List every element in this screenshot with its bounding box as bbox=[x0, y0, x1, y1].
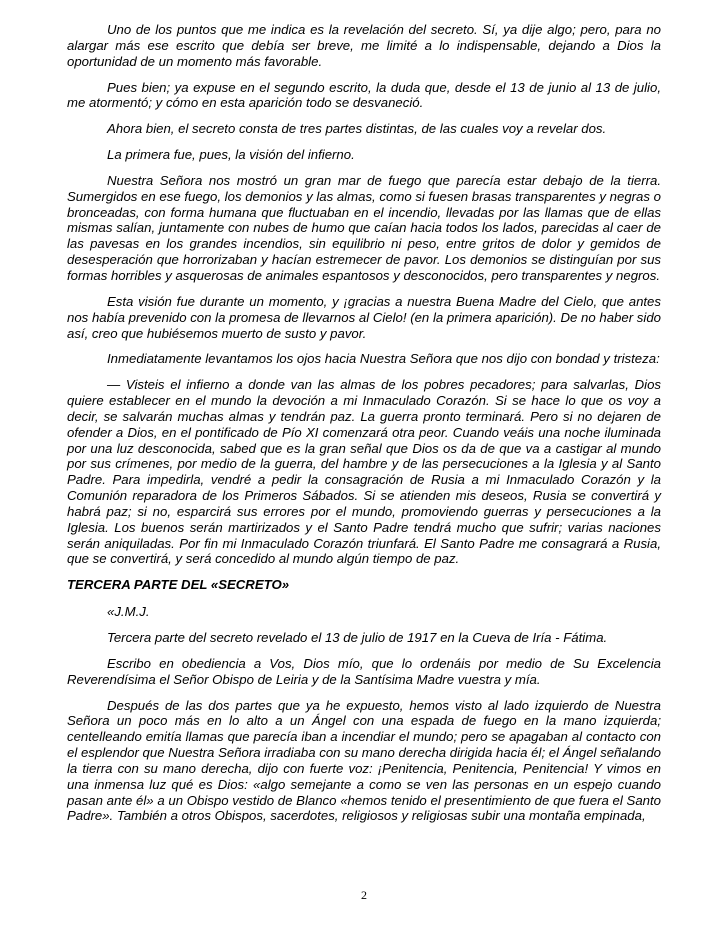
paragraph-our-lady-speech: — Visteis el infierno a donde van las almas de los pobres pecadores; para salvarlas, Dios quiere establecer en el mundo la devoción a mi Inmaculado Corazón. Si se hace lo que os voy a decir, se salvarán muchas almas y tendrán paz. La guerra pronto terminará. Pero si no dejaren de ofender a Dios, en el pontificado de Pío XI comenzará otra peor. Cuando veáis una noche iluminada por una luz desconocida, sabed que es la gran señal que Dios os da de que va a castigar al mundo por sus crímenes, por medio de la guerra, del hambre y de las persecuciones a la Iglesia y al Santo Padre. Para impedirla, vendré a pedir la consagración de Rusia a mi Inmaculado Corazón y la Comunión reparadora de los Primeros Sábados. Si se atienden mis deseos, Rusia se convertirá y habrá paz; si no, esparcirá sus errores por el mundo, promoviendo guerras y persecuciones a la Iglesia. Los buenos serán martirizados y el Santo Padre tendrá mucho que sufrir; varias naciones serán aniquiladas. Por fin mi Inmaculado Corazón triunfará. El Santo Padre me consagrará a Rusia, que se convertirá, y será concedido al mundo algún tiempo de paz. bbox=[67, 377, 661, 567]
paragraph-obedience: Escribo en obediencia a Vos, Dios mío, que lo ordenáis por medio de Su Excelencia Reverendísima el Señor Obispo de Leiria y de la Santísima Madre vuestra y mía. bbox=[67, 655, 661, 687]
paragraph-three-parts: Ahora bien, el secreto consta de tres partes distintas, de las cuales voy a revelar dos. bbox=[107, 121, 607, 137]
page-number: 2 bbox=[361, 888, 367, 902]
paragraph-doubt: Pues bien; ya expuse en el segundo escrito, la duda que, desde el 13 de junio al 13 de julio, me atormentó; y cómo en esta aparición todo se desvaneció. bbox=[67, 79, 661, 111]
paragraph-vision-duration: Esta visión fue durante un momento, y ¡gracias a nuestra Buena Madre del Cielo, que antes nos había prevenido con la promesa de llevarnos al Cielo! (en la primera aparición). De no haber sido así, creo que hubiésemos muerto de susto y pavor. bbox=[67, 293, 661, 341]
paragraph-secret-intro: Uno de los puntos que me indica es la revelación del secreto. Sí, ya dije algo; pero, para no alargar más ese escrito que debía ser breve, me limité a lo indispensable, dejando a Dios la oportunidad de un momento más favorable. bbox=[67, 22, 661, 69]
paragraph-raise-eyes: Inmediatamente levantamos los ojos hacia Nuestra Señora que nos dijo con bondad y tristeza: bbox=[107, 351, 660, 367]
paragraph-jmj: «J.M.J. bbox=[107, 604, 150, 620]
section-heading: TERCERA PARTE DEL «SECRETO» bbox=[67, 577, 290, 593]
paragraph-angel-vision: Después de las dos partes que ya he expuesto, hemos visto al lado izquierdo de Nuestra Señora un poco más en lo alto a un Ángel con una espada de fuego en la mano izquierda; centelleando emitía llamas que parecía iban a incendiar el mundo; pero se apagaban al contacto con el esplendor que Nuestra Señora irradiaba con su mano derecha dirigida hacia él; el Ángel señalando la tierra con su mano derecha, dijo con fuerte voz: ¡Penitencia, Penitencia, Penitencia! Y vimos en una inmensa luz qué es Dios: «algo semejante a como se ven las personas en un espejo cuando pasan ante él» a un Obispo vestido de Blanco «hemos tenido el presentimiento de que fuera el Santo Padre». También a otros Obispos, sacerdotes, religiosos y religiosas subir una montaña empinada, bbox=[67, 697, 661, 824]
paragraph-third-part-title: Tercera parte del secreto revelado el 13 de julio de 1917 en la Cueva de Iría - Fátima. bbox=[107, 630, 608, 645]
paragraph-vision-of-hell: Nuestra Señora nos mostró un gran mar de fuego que parecía estar debajo de la tierra. Sumergidos en ese fuego, los demonios y las almas, como si fuesen brasas transparentes y negras o bronceadas, con forma humana que fluctuaban en el incendio, llevadas por las llamas que de ellas mismas salían, juntamente con nubes de humo que caían hacia todos los lados, parecidas al caer de las pavesas en los grandes incendios, sin equilibrio ni peso, entre gritos de dolor y gemidos de desesperación que horrorizaban y hacían estremecer de pavor. Los demonios se distinguían por sus formas horribles y asquerosas de animales espantosos y desconocidos, pero transparentes y negros. bbox=[67, 172, 661, 283]
paragraph-first-part: La primera fue, pues, la visión del infierno. bbox=[107, 147, 355, 163]
